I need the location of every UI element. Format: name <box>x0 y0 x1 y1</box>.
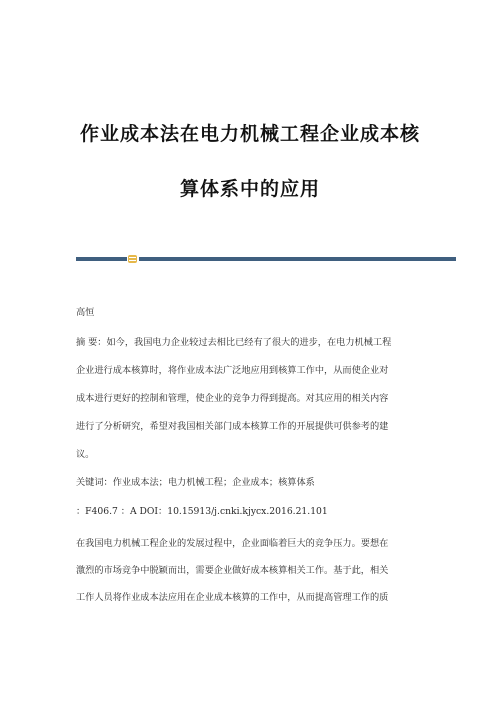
keywords-line: 关键词：作业成本法；电力机械工程；企业成本；核算体系 <box>76 477 315 488</box>
divider-bar-left <box>76 257 127 261</box>
abstract-line: 摘 要：如今，我国电力企业较过去相比已经有了很大的进步，在电力机械工程 <box>76 337 392 348</box>
abstract-line: 企业进行成本核算时，将作业成本法广泛地应用到核算工作中，从而使企业对 <box>76 365 389 376</box>
divider-bar-right <box>139 257 456 261</box>
book-emblem-icon <box>128 255 137 263</box>
abstract-line: 议。 <box>76 449 95 460</box>
abstract-line: 进行了分析研究，希望对我国相关部门成本核算工作的开展提供可供参考的建 <box>76 421 389 432</box>
body-line: 在我国电力机械工程企业的发展过程中，企业面临着巨大的竞争压力。要想在 <box>76 538 389 549</box>
title-divider <box>76 256 456 262</box>
author-name: 高恒 <box>76 307 95 318</box>
abstract-line: 成本进行更好的控制和管理，使企业的竞争力得到提高。对其应用的相关内容 <box>76 393 389 404</box>
body-line: 激烈的市场竞争中脱颖而出，需要企业做好成本核算相关工作。基于此，相关 <box>76 565 389 576</box>
body-line: 工作人员将作业成本法应用在企业成本核算的工作中，从而提高管理工作的质 <box>76 592 389 603</box>
title-line-1: 作业成本法在电力机械工程企业成本核 <box>79 123 420 145</box>
doi-line: ：F406.7 ：A DOI：10.15913/j.cnki.kjycx.2016.21.101 <box>76 506 328 517</box>
title-line-2: 算体系中的应用 <box>179 178 320 200</box>
